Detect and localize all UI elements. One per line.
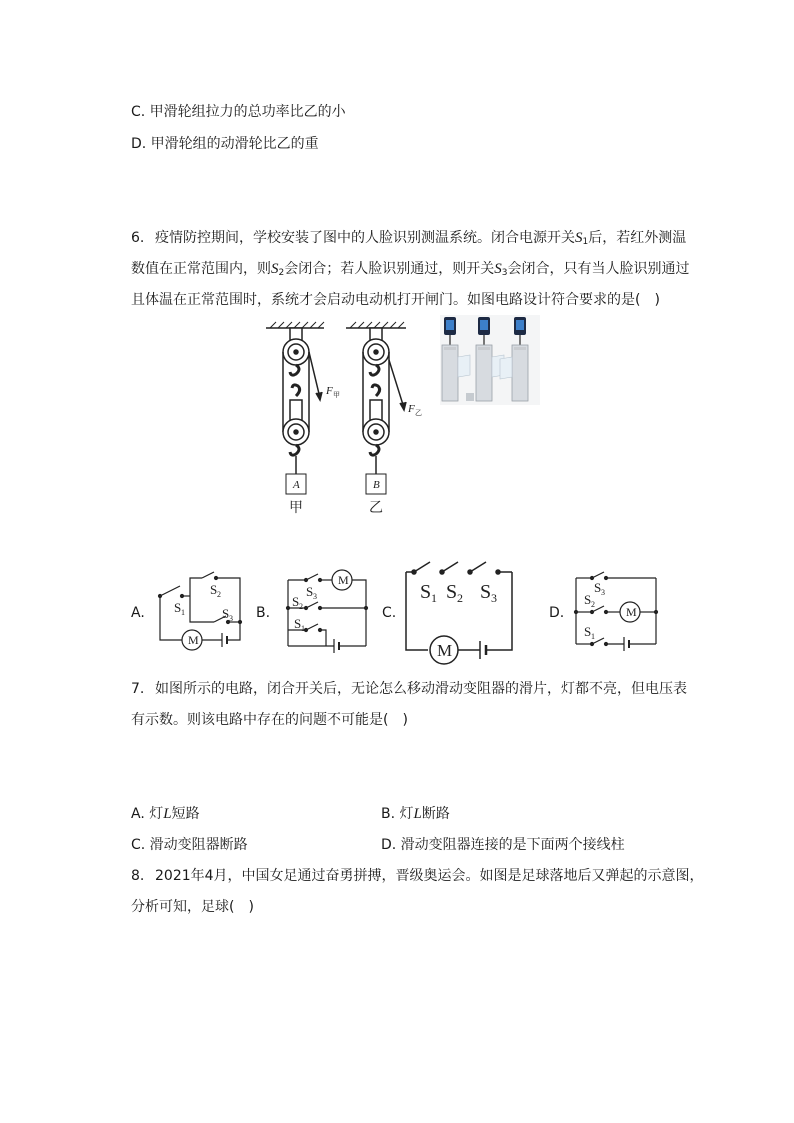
q6-option-a-label[interactable]: A. bbox=[131, 605, 145, 621]
circuit-c[interactable] bbox=[400, 550, 518, 670]
svg-text:3: 3 bbox=[229, 614, 233, 623]
q7-stem-line1: 7. 如图所示的电路，闭合开关后，无论怎么移动滑动变阻器的滑片，灯都不亮，但电压表 bbox=[131, 681, 687, 697]
svg-text:2: 2 bbox=[457, 591, 463, 605]
svg-text:S: S bbox=[420, 581, 432, 603]
svg-text:S: S bbox=[480, 581, 492, 603]
svg-text:乙: 乙 bbox=[415, 409, 422, 417]
q7-number: 7. bbox=[131, 681, 145, 697]
svg-text:S: S bbox=[292, 594, 300, 609]
svg-text:S: S bbox=[446, 581, 458, 603]
q6-number: 6. bbox=[131, 230, 145, 246]
jia-label: 甲 bbox=[289, 500, 303, 516]
q6-stem-line2: 数值在正常范围内，则$S_2$会闭合；若人脸识别通过，则开关$S_3$会闭合，只有当人脸识别通过 bbox=[131, 261, 690, 278]
q6-option-d-label[interactable]: D. bbox=[549, 605, 565, 621]
q6-option-b-label[interactable]: B. bbox=[256, 605, 271, 621]
svg-text:1: 1 bbox=[181, 608, 185, 617]
q7-option-a[interactable]: A. 灯L短路 bbox=[131, 806, 200, 822]
svg-text:3: 3 bbox=[313, 592, 317, 601]
q5-option-c: C. 甲滑轮组拉力的总功率比乙的小 bbox=[131, 104, 346, 120]
force-jia-label: F bbox=[326, 385, 333, 397]
box-a-label: A bbox=[293, 479, 300, 491]
q6-stem-line1: 6. 疫情防控期间，学校安装了图中的人脸识别测温系统。闭合电源开关$S_1$后，若红外测温 bbox=[131, 230, 687, 247]
svg-text:2: 2 bbox=[217, 590, 221, 599]
q5-option-d: D. 甲滑轮组的动滑轮比乙的重 bbox=[131, 136, 319, 152]
svg-text:M: M bbox=[188, 633, 199, 647]
force-yi-label: F bbox=[408, 403, 415, 415]
svg-text:S: S bbox=[584, 624, 592, 639]
svg-text:甲: 甲 bbox=[333, 391, 340, 399]
box-b-label: B bbox=[373, 479, 380, 491]
svg-text:2: 2 bbox=[299, 602, 303, 611]
svg-text:S: S bbox=[306, 584, 314, 599]
svg-text:S: S bbox=[174, 600, 182, 615]
svg-text:S: S bbox=[210, 582, 218, 597]
q7-option-c[interactable]: C. 滑动变阻器断路 bbox=[131, 837, 248, 853]
svg-text:S: S bbox=[222, 606, 230, 621]
yi-label: 乙 bbox=[369, 500, 383, 516]
q7-stem-line2: 有示数。则该电路中存在的问题不可能是( ) bbox=[131, 712, 408, 728]
svg-text:S: S bbox=[584, 592, 592, 607]
svg-text:1: 1 bbox=[431, 591, 437, 605]
q8-stem-line1: 8. 2021年4月，中国女足通过奋勇拼搏，晋级奥运会。如图是足球落地后又弹起的示意图， bbox=[131, 868, 704, 884]
q7-option-d[interactable]: D. 滑动变阻器连接的是下面两个接线柱 bbox=[381, 837, 625, 853]
q6-option-c-label[interactable]: C. bbox=[382, 605, 397, 621]
q8-number: 8. bbox=[131, 868, 145, 884]
face-recognition-gate-image bbox=[440, 315, 540, 405]
q8-stem-line2: 分析可知，足球( ) bbox=[131, 899, 254, 915]
svg-text:3: 3 bbox=[601, 588, 605, 597]
svg-text:S: S bbox=[294, 616, 302, 631]
svg-text:2: 2 bbox=[591, 600, 595, 609]
svg-text:M: M bbox=[626, 605, 637, 619]
svg-text:S: S bbox=[594, 580, 602, 595]
svg-text:1: 1 bbox=[301, 624, 305, 633]
circuit-a[interactable] bbox=[150, 568, 246, 658]
q6-stem-line3: 且体温在正常范围时，系统才会启动电动机打开闸门。如图电路设计符合要求的是( ) bbox=[131, 292, 660, 308]
q7-option-b[interactable]: B. 灯L断路 bbox=[381, 806, 450, 822]
svg-text:1: 1 bbox=[591, 632, 595, 641]
svg-text:M: M bbox=[338, 573, 349, 587]
pulley-figure bbox=[260, 320, 440, 520]
svg-text:M: M bbox=[437, 641, 453, 660]
circuit-d[interactable] bbox=[570, 568, 662, 658]
circuit-b[interactable] bbox=[280, 568, 372, 658]
svg-text:3: 3 bbox=[491, 591, 497, 605]
